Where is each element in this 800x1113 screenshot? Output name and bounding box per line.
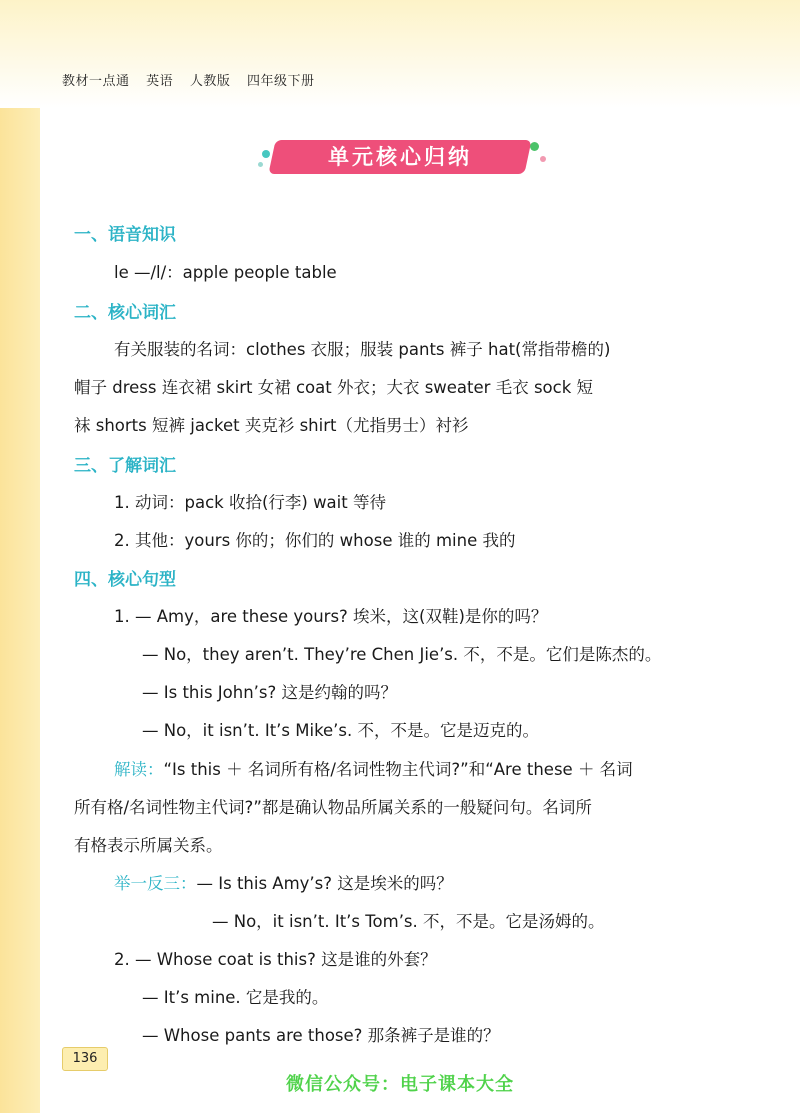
page-edge xyxy=(0,0,40,1113)
core-vocab-line: 袜 shorts 短裤 jacket 夹克衫 shirt（尤指男士）衬衫 xyxy=(74,416,469,435)
explanation-label: 解读： xyxy=(114,760,164,779)
explanation-text: “Is this ＋ 名词所有格/名词性物主代词?”和“Are these ＋ 名词 xyxy=(163,760,633,779)
core-vocab-line: 有关服装的名词：clothes 衣服；服装 pants 裤子 hat(常指带檐的) xyxy=(114,340,611,359)
practice-first-line xyxy=(114,870,453,894)
core-vocab-line: 帽子 dress 连衣裙 skirt 女裙 coat 外衣；大衣 sweater 毛衣 sock 短 xyxy=(74,378,594,397)
explanation-line: 所有格/名词性物主代词?”都是确认物品所属关系的一般疑问句。名词所 xyxy=(74,798,592,817)
dialogue-line: 2. — Whose coat is this? 这是谁的外套？ xyxy=(114,950,437,969)
decor-dot xyxy=(540,156,546,162)
header-book: 教材一点通 xyxy=(62,74,130,89)
practice-line: — No，it isn’t. It’s Tom’s. 不，不是。它是汤姆的。 xyxy=(212,912,605,931)
practice-text: — Is this Amy’s? 这是埃米的吗？ xyxy=(196,874,453,893)
section-heading-sentences: 四、核心句型 xyxy=(74,570,176,590)
running-header xyxy=(62,70,326,89)
header-grade: 四年级下册 xyxy=(246,74,315,89)
header-subject: 英语 xyxy=(146,74,174,89)
extra-vocab-line: 1. 动词：pack 收拾(行李) wait 等待 xyxy=(114,493,386,512)
phonics-line: le —/l/：apple people table xyxy=(114,263,337,282)
dialogue-line: — Whose pants are those? 那条裤子是谁的？ xyxy=(142,1026,500,1045)
header-edition: 人教版 xyxy=(189,74,231,89)
decor-dot xyxy=(530,142,539,151)
dialogue-line: — No，it isn’t. It’s Mike’s. 不，不是。它是迈克的。 xyxy=(142,721,540,740)
dialogue-line: 1. — Amy，are these yours? 埃米，这(双鞋)是你的吗？ xyxy=(114,607,548,626)
section-heading-core-vocab: 二、核心词汇 xyxy=(74,303,176,323)
section-heading-phonics: 一、语音知识 xyxy=(74,225,176,245)
page-number: 136 xyxy=(62,1047,108,1071)
practice-label: 举一反三： xyxy=(114,874,197,893)
dialogue-line: — No，they aren’t. They’re Chen Jie’s. 不，不是。它们是陈杰的。 xyxy=(142,645,662,664)
explanation-first-line xyxy=(114,756,633,780)
section-heading-extra-vocab: 三、了解词汇 xyxy=(74,456,176,476)
decor-dot xyxy=(262,150,270,158)
decor-dot xyxy=(258,162,263,167)
dialogue-line: — It’s mine. 它是我的。 xyxy=(142,988,329,1007)
unit-banner xyxy=(258,134,548,182)
watermark: 微信公众号：电子课本大全 xyxy=(286,1074,514,1095)
extra-vocab-line: 2. 其他：yours 你的；你们的 whose 谁的 mine 我的 xyxy=(114,531,516,550)
banner-title: 单元核心归纳 xyxy=(328,145,472,169)
explanation-line: 有格表示所属关系。 xyxy=(74,836,223,855)
header-strip xyxy=(0,0,800,108)
dialogue-line: — Is this John’s? 这是约翰的吗？ xyxy=(142,683,398,702)
